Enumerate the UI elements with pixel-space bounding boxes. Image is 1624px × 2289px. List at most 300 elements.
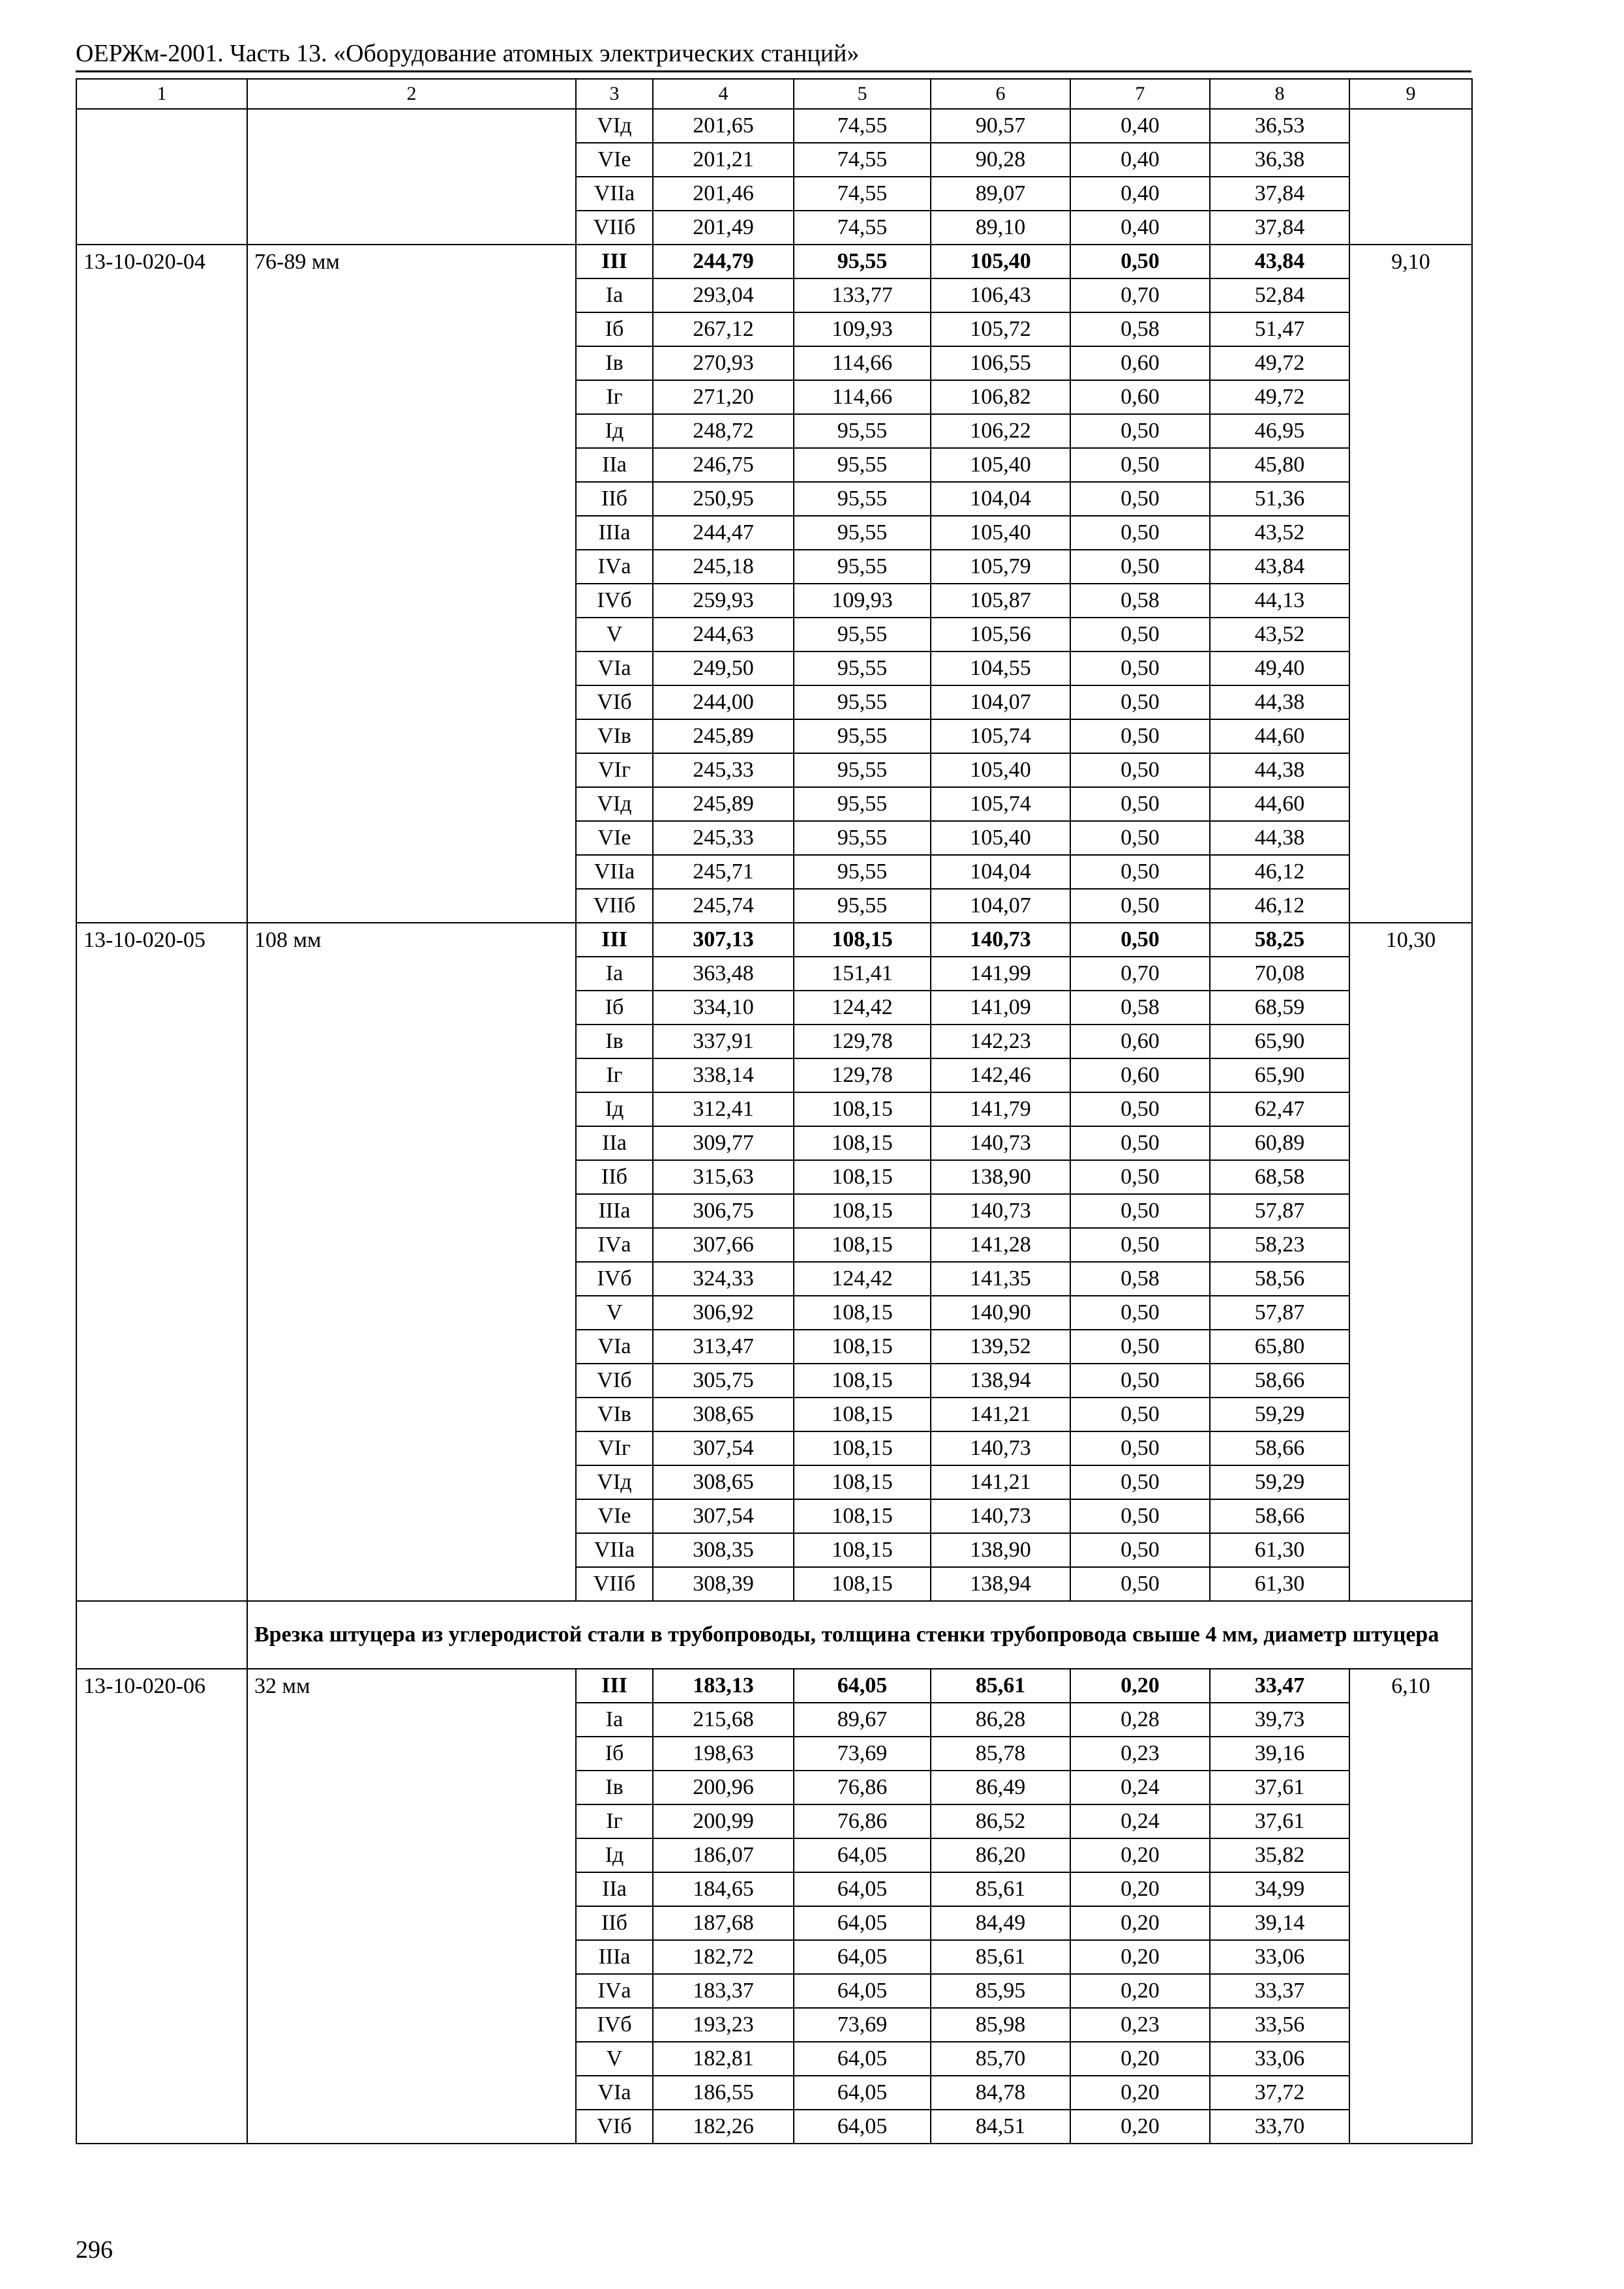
value-cell: 142,46 bbox=[931, 1058, 1070, 1092]
value-cell: 70,08 bbox=[1210, 957, 1349, 991]
value-cell: 308,35 bbox=[653, 1533, 794, 1567]
zone-cell: Iд bbox=[576, 1838, 653, 1872]
value-cell: 0,20 bbox=[1070, 1872, 1210, 1906]
value-cell: 95,55 bbox=[794, 448, 931, 482]
value-cell: 44,38 bbox=[1210, 821, 1349, 855]
zone-cell: VIд bbox=[576, 109, 653, 143]
value-cell: 114,66 bbox=[794, 346, 931, 380]
zone-cell: VIIб bbox=[576, 211, 653, 245]
value-cell: 65,90 bbox=[1210, 1058, 1349, 1092]
value-cell: 138,94 bbox=[931, 1364, 1070, 1398]
value-cell: 182,72 bbox=[653, 1940, 794, 1974]
value-cell: 138,90 bbox=[931, 1533, 1070, 1567]
value-cell: 105,40 bbox=[931, 753, 1070, 787]
value-cell: 307,54 bbox=[653, 1499, 794, 1533]
value-cell: 46,12 bbox=[1210, 855, 1349, 889]
value-cell: 313,47 bbox=[653, 1330, 794, 1364]
value-cell: 39,16 bbox=[1210, 1737, 1349, 1771]
value-cell: 201,46 bbox=[653, 177, 794, 211]
value-cell: 89,10 bbox=[931, 211, 1070, 245]
rate-code bbox=[76, 109, 247, 245]
value-cell: 105,74 bbox=[931, 719, 1070, 753]
value-cell: 124,42 bbox=[794, 991, 931, 1025]
column-number: 8 bbox=[1210, 79, 1349, 109]
zone-cell: Iб bbox=[576, 1737, 653, 1771]
value-cell: 308,39 bbox=[653, 1567, 794, 1601]
value-cell: 105,79 bbox=[931, 550, 1070, 584]
value-cell: 108,15 bbox=[794, 1431, 931, 1465]
value-cell: 90,28 bbox=[931, 143, 1070, 177]
value-cell: 46,12 bbox=[1210, 889, 1349, 923]
value-cell: 0,50 bbox=[1070, 1465, 1210, 1499]
value-cell: 58,25 bbox=[1210, 923, 1349, 957]
value-cell: 0,20 bbox=[1070, 1669, 1210, 1703]
value-cell: 105,40 bbox=[931, 448, 1070, 482]
value-cell: 0,50 bbox=[1070, 1160, 1210, 1194]
column-number: 9 bbox=[1349, 79, 1472, 109]
value-cell: 68,58 bbox=[1210, 1160, 1349, 1194]
zone-cell: IVа bbox=[576, 550, 653, 584]
value-cell: 0,24 bbox=[1070, 1804, 1210, 1838]
value-cell: 73,69 bbox=[794, 1737, 931, 1771]
zone-cell: IVб bbox=[576, 2008, 653, 2042]
value-cell: 33,56 bbox=[1210, 2008, 1349, 2042]
value-cell: 74,55 bbox=[794, 211, 931, 245]
value-cell: 186,55 bbox=[653, 2076, 794, 2110]
zone-cell: VIб bbox=[576, 2110, 653, 2144]
value-cell: 309,77 bbox=[653, 1126, 794, 1160]
value-cell: 61,30 bbox=[1210, 1567, 1349, 1601]
value-cell: 124,42 bbox=[794, 1262, 931, 1296]
table-row bbox=[76, 245, 1472, 278]
value-cell: 43,52 bbox=[1210, 618, 1349, 651]
value-cell: 0,50 bbox=[1070, 516, 1210, 550]
value-cell: 106,22 bbox=[931, 414, 1070, 448]
zone-cell: Iб bbox=[576, 991, 653, 1025]
zone-cell: Iа bbox=[576, 1703, 653, 1737]
value-cell: 95,55 bbox=[794, 550, 931, 584]
value-cell: 363,48 bbox=[653, 957, 794, 991]
value-cell: 141,99 bbox=[931, 957, 1070, 991]
zone-cell: VIIб bbox=[576, 889, 653, 923]
value-cell: 105,74 bbox=[931, 787, 1070, 821]
value-cell: 44,38 bbox=[1210, 685, 1349, 719]
value-cell: 306,75 bbox=[653, 1194, 794, 1228]
value-cell: 198,63 bbox=[653, 1737, 794, 1771]
value-cell: 90,57 bbox=[931, 109, 1070, 143]
value-cell: 0,50 bbox=[1070, 448, 1210, 482]
value-cell: 95,55 bbox=[794, 821, 931, 855]
value-cell: 33,47 bbox=[1210, 1669, 1349, 1703]
value-cell: 0,40 bbox=[1070, 143, 1210, 177]
value-cell: 200,99 bbox=[653, 1804, 794, 1838]
value-cell: 141,09 bbox=[931, 991, 1070, 1025]
value-cell: 337,91 bbox=[653, 1025, 794, 1058]
value-cell: 68,59 bbox=[1210, 991, 1349, 1025]
value-cell: 0,50 bbox=[1070, 1194, 1210, 1228]
value-cell: 95,55 bbox=[794, 889, 931, 923]
value-cell: 108,15 bbox=[794, 1364, 931, 1398]
value-cell: 0,50 bbox=[1070, 1499, 1210, 1533]
value-cell: 315,63 bbox=[653, 1160, 794, 1194]
value-cell: 0,50 bbox=[1070, 889, 1210, 923]
zone-cell: III bbox=[576, 1669, 653, 1703]
value-cell: 0,60 bbox=[1070, 1058, 1210, 1092]
value-cell: 86,49 bbox=[931, 1771, 1070, 1804]
value-cell: 106,82 bbox=[931, 380, 1070, 414]
value-cell: 142,23 bbox=[931, 1025, 1070, 1058]
value-cell: 215,68 bbox=[653, 1703, 794, 1737]
value-cell: 244,00 bbox=[653, 685, 794, 719]
value-cell: 0,60 bbox=[1070, 346, 1210, 380]
value-cell: 245,71 bbox=[653, 855, 794, 889]
value-cell: 104,55 bbox=[931, 651, 1070, 685]
value-cell: 84,49 bbox=[931, 1906, 1070, 1940]
value-cell: 0,50 bbox=[1070, 719, 1210, 753]
value-cell: 201,21 bbox=[653, 143, 794, 177]
value-cell: 104,04 bbox=[931, 855, 1070, 889]
value-cell: 76,86 bbox=[794, 1804, 931, 1838]
value-cell: 0,50 bbox=[1070, 1330, 1210, 1364]
value-cell: 308,65 bbox=[653, 1398, 794, 1431]
value-cell: 0,50 bbox=[1070, 651, 1210, 685]
value-cell: 245,74 bbox=[653, 889, 794, 923]
value-cell: 259,93 bbox=[653, 584, 794, 618]
value-cell: 44,38 bbox=[1210, 753, 1349, 787]
value-cell: 46,95 bbox=[1210, 414, 1349, 448]
value-cell: 245,89 bbox=[653, 787, 794, 821]
value-cell: 37,84 bbox=[1210, 177, 1349, 211]
zone-cell: IIа bbox=[576, 1872, 653, 1906]
zone-cell: VIа bbox=[576, 2076, 653, 2110]
value-cell: 245,33 bbox=[653, 821, 794, 855]
value-cell: 104,04 bbox=[931, 482, 1070, 516]
value-cell: 85,78 bbox=[931, 1737, 1070, 1771]
zone-cell: VIа bbox=[576, 651, 653, 685]
value-cell: 141,21 bbox=[931, 1398, 1070, 1431]
column-number: 2 bbox=[247, 79, 576, 109]
section-code-cell bbox=[76, 1601, 247, 1669]
zone-cell: IIIа bbox=[576, 1940, 653, 1974]
value-cell: 34,99 bbox=[1210, 1872, 1349, 1906]
value-cell: 0,58 bbox=[1070, 584, 1210, 618]
value-cell: 108,15 bbox=[794, 1296, 931, 1330]
value-cell: 108,15 bbox=[794, 1092, 931, 1126]
value-cell: 0,50 bbox=[1070, 753, 1210, 787]
value-cell: 193,23 bbox=[653, 2008, 794, 2042]
value-cell: 245,89 bbox=[653, 719, 794, 753]
zone-cell: IIб bbox=[576, 1906, 653, 1940]
value-cell: 271,20 bbox=[653, 380, 794, 414]
rate-code: 13-10-020-06 bbox=[76, 1669, 247, 2144]
value-cell: 105,40 bbox=[931, 821, 1070, 855]
rate-cell: 9,10 bbox=[1349, 245, 1472, 923]
zone-cell: VIб bbox=[576, 685, 653, 719]
value-cell: 0,50 bbox=[1070, 550, 1210, 584]
value-cell: 0,60 bbox=[1070, 380, 1210, 414]
value-cell: 64,05 bbox=[794, 1669, 931, 1703]
zone-cell: VIб bbox=[576, 1364, 653, 1398]
value-cell: 52,84 bbox=[1210, 278, 1349, 312]
value-cell: 141,79 bbox=[931, 1092, 1070, 1126]
value-cell: 58,56 bbox=[1210, 1262, 1349, 1296]
value-cell: 307,13 bbox=[653, 923, 794, 957]
zone-cell: Iг bbox=[576, 1058, 653, 1092]
page-number: 296 bbox=[76, 2236, 113, 2264]
value-cell: 0,70 bbox=[1070, 278, 1210, 312]
value-cell: 95,55 bbox=[794, 787, 931, 821]
value-cell: 0,50 bbox=[1070, 855, 1210, 889]
value-cell: 140,73 bbox=[931, 923, 1070, 957]
value-cell: 95,55 bbox=[794, 516, 931, 550]
value-cell: 95,55 bbox=[794, 618, 931, 651]
value-cell: 57,87 bbox=[1210, 1194, 1349, 1228]
value-cell: 308,65 bbox=[653, 1465, 794, 1499]
zone-cell: V bbox=[576, 2042, 653, 2076]
value-cell: 33,06 bbox=[1210, 1940, 1349, 1974]
value-cell: 105,56 bbox=[931, 618, 1070, 651]
value-cell: 85,98 bbox=[931, 2008, 1070, 2042]
value-cell: 95,55 bbox=[794, 855, 931, 889]
rate-name: 32 мм bbox=[247, 1669, 576, 2144]
value-cell: 85,61 bbox=[931, 1940, 1070, 1974]
value-cell: 36,38 bbox=[1210, 143, 1349, 177]
zone-cell: III bbox=[576, 923, 653, 957]
value-cell: 86,20 bbox=[931, 1838, 1070, 1872]
value-cell: 293,04 bbox=[653, 278, 794, 312]
value-cell: 37,72 bbox=[1210, 2076, 1349, 2110]
value-cell: 57,87 bbox=[1210, 1296, 1349, 1330]
value-cell: 312,41 bbox=[653, 1092, 794, 1126]
table-row bbox=[76, 1669, 1472, 1703]
value-cell: 182,26 bbox=[653, 2110, 794, 2144]
column-number: 1 bbox=[76, 79, 247, 109]
value-cell: 108,15 bbox=[794, 1194, 931, 1228]
value-cell: 89,67 bbox=[794, 1703, 931, 1737]
rate-name: 76-89 мм bbox=[247, 245, 576, 923]
value-cell: 324,33 bbox=[653, 1262, 794, 1296]
zone-cell: III bbox=[576, 245, 653, 278]
value-cell: 106,55 bbox=[931, 346, 1070, 380]
value-cell: 44,13 bbox=[1210, 584, 1349, 618]
value-cell: 334,10 bbox=[653, 991, 794, 1025]
zone-cell: IIа bbox=[576, 448, 653, 482]
rate-name bbox=[247, 109, 576, 245]
value-cell: 105,40 bbox=[931, 516, 1070, 550]
zone-cell: Iв bbox=[576, 1771, 653, 1804]
value-cell: 105,40 bbox=[931, 245, 1070, 278]
value-cell: 65,80 bbox=[1210, 1330, 1349, 1364]
value-cell: 58,66 bbox=[1210, 1499, 1349, 1533]
value-cell: 89,07 bbox=[931, 177, 1070, 211]
value-cell: 0,23 bbox=[1070, 2008, 1210, 2042]
value-cell: 108,15 bbox=[794, 1398, 931, 1431]
zone-cell: VIе bbox=[576, 1499, 653, 1533]
value-cell: 33,06 bbox=[1210, 2042, 1349, 2076]
value-cell: 129,78 bbox=[794, 1025, 931, 1058]
value-cell: 250,95 bbox=[653, 482, 794, 516]
value-cell: 51,36 bbox=[1210, 482, 1349, 516]
zone-cell: Iв bbox=[576, 1025, 653, 1058]
column-number-row bbox=[76, 79, 1472, 109]
value-cell: 106,43 bbox=[931, 278, 1070, 312]
value-cell: 0,20 bbox=[1070, 1906, 1210, 1940]
value-cell: 49,72 bbox=[1210, 380, 1349, 414]
value-cell: 0,50 bbox=[1070, 1228, 1210, 1262]
value-cell: 84,51 bbox=[931, 2110, 1070, 2144]
value-cell: 248,72 bbox=[653, 414, 794, 448]
value-cell: 62,47 bbox=[1210, 1092, 1349, 1126]
value-cell: 141,28 bbox=[931, 1228, 1070, 1262]
value-cell: 85,70 bbox=[931, 2042, 1070, 2076]
zone-cell: VIа bbox=[576, 1330, 653, 1364]
value-cell: 201,49 bbox=[653, 211, 794, 245]
value-cell: 39,14 bbox=[1210, 1906, 1349, 1940]
zone-cell: VIIб bbox=[576, 1567, 653, 1601]
value-cell: 138,94 bbox=[931, 1567, 1070, 1601]
zone-cell: VIв bbox=[576, 719, 653, 753]
zone-cell: VIе bbox=[576, 143, 653, 177]
value-cell: 0,24 bbox=[1070, 1771, 1210, 1804]
value-cell: 43,84 bbox=[1210, 550, 1349, 584]
value-cell: 0,20 bbox=[1070, 1940, 1210, 1974]
value-cell: 33,37 bbox=[1210, 1974, 1349, 2008]
value-cell: 141,35 bbox=[931, 1262, 1070, 1296]
value-cell: 0,50 bbox=[1070, 787, 1210, 821]
value-cell: 51,47 bbox=[1210, 312, 1349, 346]
value-cell: 37,61 bbox=[1210, 1804, 1349, 1838]
value-cell: 64,05 bbox=[794, 1906, 931, 1940]
zone-cell: Iб bbox=[576, 312, 653, 346]
rate-cell: 10,30 bbox=[1349, 923, 1472, 1601]
value-cell: 0,50 bbox=[1070, 618, 1210, 651]
value-cell: 0,20 bbox=[1070, 2076, 1210, 2110]
zone-cell: VIв bbox=[576, 1398, 653, 1431]
zone-cell: IVа bbox=[576, 1228, 653, 1262]
value-cell: 108,15 bbox=[794, 923, 931, 957]
value-cell: 0,50 bbox=[1070, 923, 1210, 957]
zone-cell: VIIа bbox=[576, 855, 653, 889]
value-cell: 108,15 bbox=[794, 1160, 931, 1194]
value-cell: 95,55 bbox=[794, 719, 931, 753]
value-cell: 108,15 bbox=[794, 1533, 931, 1567]
zone-cell: IIа bbox=[576, 1126, 653, 1160]
page-header-title: ОЕРЖм-2001. Часть 13. «Оборудование атомных электрических станций» bbox=[76, 40, 860, 67]
value-cell: 183,37 bbox=[653, 1974, 794, 2008]
value-cell: 108,15 bbox=[794, 1567, 931, 1601]
value-cell: 85,61 bbox=[931, 1872, 1070, 1906]
value-cell: 58,66 bbox=[1210, 1431, 1349, 1465]
value-cell: 86,52 bbox=[931, 1804, 1070, 1838]
value-cell: 74,55 bbox=[794, 109, 931, 143]
value-cell: 0,50 bbox=[1070, 1533, 1210, 1567]
value-cell: 108,15 bbox=[794, 1228, 931, 1262]
value-cell: 141,21 bbox=[931, 1465, 1070, 1499]
zone-cell: VIIа bbox=[576, 177, 653, 211]
rate-name: 108 мм bbox=[247, 923, 576, 1601]
value-cell: 85,61 bbox=[931, 1669, 1070, 1703]
value-cell: 0,20 bbox=[1070, 1838, 1210, 1872]
column-number: 4 bbox=[653, 79, 794, 109]
value-cell: 139,52 bbox=[931, 1330, 1070, 1364]
value-cell: 0,50 bbox=[1070, 482, 1210, 516]
value-cell: 0,20 bbox=[1070, 1974, 1210, 2008]
value-cell: 44,60 bbox=[1210, 787, 1349, 821]
rate-cell bbox=[1349, 109, 1472, 245]
value-cell: 95,55 bbox=[794, 245, 931, 278]
value-cell: 140,73 bbox=[931, 1126, 1070, 1160]
value-cell: 109,93 bbox=[794, 312, 931, 346]
value-cell: 0,40 bbox=[1070, 177, 1210, 211]
value-cell: 201,65 bbox=[653, 109, 794, 143]
value-cell: 0,50 bbox=[1070, 245, 1210, 278]
value-cell: 0,50 bbox=[1070, 685, 1210, 719]
value-cell: 65,90 bbox=[1210, 1025, 1349, 1058]
value-cell: 0,60 bbox=[1070, 1025, 1210, 1058]
value-cell: 244,79 bbox=[653, 245, 794, 278]
value-cell: 0,40 bbox=[1070, 109, 1210, 143]
value-cell: 306,92 bbox=[653, 1296, 794, 1330]
column-number: 3 bbox=[576, 79, 653, 109]
value-cell: 108,15 bbox=[794, 1499, 931, 1533]
value-cell: 182,81 bbox=[653, 2042, 794, 2076]
value-cell: 105,72 bbox=[931, 312, 1070, 346]
zone-cell: V bbox=[576, 618, 653, 651]
value-cell: 74,55 bbox=[794, 143, 931, 177]
value-cell: 108,15 bbox=[794, 1330, 931, 1364]
value-cell: 0,40 bbox=[1070, 211, 1210, 245]
section-row bbox=[76, 1601, 1472, 1669]
value-cell: 151,41 bbox=[794, 957, 931, 991]
value-cell: 133,77 bbox=[794, 278, 931, 312]
value-cell: 244,47 bbox=[653, 516, 794, 550]
value-cell: 0,50 bbox=[1070, 821, 1210, 855]
value-cell: 95,55 bbox=[794, 685, 931, 719]
value-cell: 0,20 bbox=[1070, 2042, 1210, 2076]
value-cell: 35,82 bbox=[1210, 1838, 1349, 1872]
value-cell: 0,50 bbox=[1070, 1092, 1210, 1126]
value-cell: 0,20 bbox=[1070, 2110, 1210, 2144]
zone-cell: IIб bbox=[576, 1160, 653, 1194]
zone-cell: IVб bbox=[576, 584, 653, 618]
rate-code: 13-10-020-04 bbox=[76, 245, 247, 923]
column-number: 5 bbox=[794, 79, 931, 109]
zone-cell: Iг bbox=[576, 1804, 653, 1838]
value-cell: 0,50 bbox=[1070, 1398, 1210, 1431]
value-cell: 64,05 bbox=[794, 2110, 931, 2144]
section-heading: Врезка штуцера из углеродистой стали в трубопроводы, толщина стенки трубопровода свыше 4 мм, диаметр штуцера bbox=[247, 1601, 1472, 1669]
zone-cell: IVб bbox=[576, 1262, 653, 1296]
value-cell: 45,80 bbox=[1210, 448, 1349, 482]
zone-cell: VIг bbox=[576, 1431, 653, 1465]
value-cell: 0,50 bbox=[1070, 1296, 1210, 1330]
value-cell: 58,23 bbox=[1210, 1228, 1349, 1262]
value-cell: 108,15 bbox=[794, 1465, 931, 1499]
rate-cell: 6,10 bbox=[1349, 1669, 1472, 2144]
value-cell: 95,55 bbox=[794, 753, 931, 787]
value-cell: 0,50 bbox=[1070, 1431, 1210, 1465]
value-cell: 86,28 bbox=[931, 1703, 1070, 1737]
zone-cell: Iа bbox=[576, 957, 653, 991]
value-cell: 186,07 bbox=[653, 1838, 794, 1872]
zone-cell: VIд bbox=[576, 1465, 653, 1499]
value-cell: 307,66 bbox=[653, 1228, 794, 1262]
value-cell: 246,75 bbox=[653, 448, 794, 482]
zone-cell: VIIа bbox=[576, 1533, 653, 1567]
zone-cell: IIIа bbox=[576, 1194, 653, 1228]
value-cell: 37,84 bbox=[1210, 211, 1349, 245]
column-number: 6 bbox=[931, 79, 1070, 109]
